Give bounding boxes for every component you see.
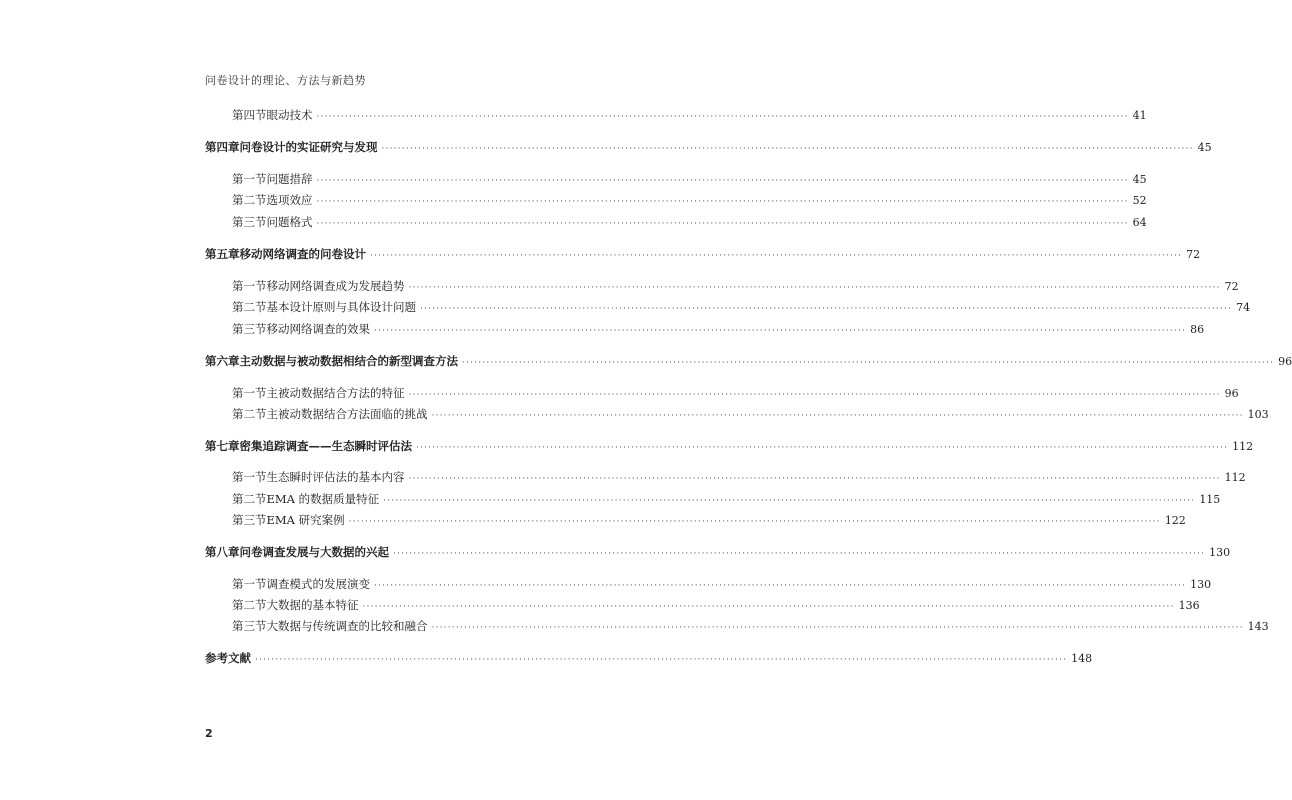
- dot-leader: ········································································································································································································: [408, 283, 1221, 293]
- entry-number: 第一节: [232, 577, 267, 591]
- page-number: 2: [205, 727, 213, 740]
- toc-section-entry: [232, 619, 1269, 635]
- toc-section-entry: [232, 279, 1239, 295]
- entry-title: 生态瞬时评估法的基本内容: [266, 470, 405, 484]
- entry-page-number: 74: [1236, 301, 1251, 314]
- toc-section-entry: [232, 598, 1200, 614]
- toc-section-entry: [232, 386, 1239, 402]
- toc-section-entry: [232, 172, 1147, 188]
- entry-title: 调查模式的发展演变: [266, 577, 370, 591]
- dot-leader: ········································································································································································································: [393, 549, 1206, 559]
- entry-page-number: 148: [1071, 652, 1093, 665]
- dot-leader: ········································································································································································································: [383, 496, 1196, 506]
- entry-page-number: 45: [1132, 173, 1147, 186]
- toc-chapter-entry: [205, 140, 1212, 156]
- entry-page-number: 64: [1132, 216, 1147, 229]
- dot-leader: ········································································································································································································: [374, 581, 1187, 591]
- entry-title: 问题格式: [266, 215, 313, 229]
- dot-leader: ········································································································································································································: [408, 390, 1221, 400]
- toc-chapter-entry: [205, 439, 1254, 455]
- entry-title: 选项效应: [266, 193, 313, 207]
- entry-title: 主被动数据结合方法的特征: [266, 386, 405, 400]
- entry-page-number: 122: [1164, 514, 1186, 527]
- entry-page-number: 115: [1199, 493, 1221, 506]
- dot-leader: ········································································································································································································: [420, 304, 1233, 314]
- dot-leader: ········································································································································································································: [370, 251, 1183, 261]
- dot-leader: ········································································································································································································: [316, 219, 1129, 229]
- entry-page-number: 136: [1178, 599, 1200, 612]
- entry-page-number: 130: [1209, 546, 1231, 559]
- dot-leader: ········································································································································································································: [374, 326, 1187, 336]
- entry-title: 参考文献: [205, 651, 251, 665]
- entry-number: 第一节: [232, 470, 267, 484]
- entry-number: 第五章: [205, 247, 240, 261]
- dot-leader: ········································································································································································································: [255, 655, 1068, 665]
- entry-number: 第二节: [232, 407, 267, 421]
- entry-title: 问卷设计的实证研究与发现: [239, 140, 378, 154]
- entry-number: 第四章: [205, 140, 240, 154]
- entry-title: 眼动技术: [266, 108, 313, 122]
- toc-section-entry: [232, 577, 1212, 593]
- dot-leader: ········································································································································································································: [408, 474, 1221, 484]
- toc-section-entry: [232, 215, 1147, 231]
- entry-title: 大数据的基本特征: [266, 598, 359, 612]
- entry-number: 第一节: [232, 279, 267, 293]
- dot-leader: ········································································································································································································: [381, 144, 1194, 154]
- entry-title: 基本设计原则与具体设计问题: [266, 300, 416, 314]
- toc-section-entry: [232, 300, 1251, 316]
- entry-title: 移动网络调查的效果: [266, 322, 370, 336]
- toc-section-entry: [232, 322, 1205, 338]
- toc-chapter-entry: [205, 247, 1201, 263]
- entry-title: 移动网络调查的问卷设计: [239, 247, 366, 261]
- entry-number: 第四节: [232, 108, 267, 122]
- dot-leader: ········································································································································································································: [462, 358, 1275, 368]
- entry-title: EMA 的数据质量特征: [266, 492, 380, 506]
- running-header: 问卷设计的理论、方法与新趋势: [205, 74, 366, 87]
- entry-title: 主被动数据结合方法面临的挑战: [266, 407, 428, 421]
- entry-page-number: 72: [1224, 280, 1239, 293]
- toc-section-entry: [232, 492, 1221, 508]
- entry-page-number: 86: [1190, 323, 1205, 336]
- entry-number: 第三节: [232, 513, 267, 527]
- dot-leader: ········································································································································································································: [316, 112, 1129, 122]
- entry-number: 第二节: [232, 300, 267, 314]
- entry-title: 主动数据与被动数据相结合的新型调查方法: [239, 354, 458, 368]
- entry-number: 第二节: [232, 193, 267, 207]
- entry-number: 第二节: [232, 492, 267, 506]
- entry-number: 第一节: [232, 172, 267, 186]
- entry-number: 第八章: [205, 545, 240, 559]
- toc-section-entry: [232, 407, 1269, 423]
- toc-section-entry: [232, 470, 1246, 486]
- toc-section-entry: [232, 108, 1147, 124]
- entry-page-number: 72: [1186, 248, 1201, 261]
- entry-title: 大数据与传统调查的比较和融合: [266, 619, 428, 633]
- entry-title: 问卷调查发展与大数据的兴起: [239, 545, 389, 559]
- dot-leader: ········································································································································································································: [431, 411, 1244, 421]
- entry-number: 第三节: [232, 322, 267, 336]
- entry-title: 密集追踪调查——生态瞬时评估法: [239, 439, 412, 453]
- entry-page-number: 52: [1132, 194, 1147, 207]
- entry-number: 第七章: [205, 439, 240, 453]
- dot-leader: ········································································································································································································: [316, 176, 1129, 186]
- toc-chapter-entry: [205, 545, 1231, 561]
- entry-number: 第三节: [232, 215, 267, 229]
- toc-references-entry: [205, 651, 1093, 667]
- dot-leader: ········································································································································································································: [416, 443, 1229, 453]
- entry-title: 移动网络调查成为发展趋势: [266, 279, 405, 293]
- entry-page-number: 103: [1247, 408, 1269, 421]
- entry-number: 第一节: [232, 386, 267, 400]
- dot-leader: ········································································································································································································: [316, 197, 1129, 207]
- toc-chapter-entry: [205, 354, 1292, 370]
- entry-number: 第六章: [205, 354, 240, 368]
- entry-page-number: 45: [1197, 141, 1212, 154]
- entry-number: 第三节: [232, 619, 267, 633]
- entry-title: 问题措辞: [266, 172, 313, 186]
- dot-leader: ········································································································································································································: [362, 602, 1175, 612]
- dot-leader: ········································································································································································································: [431, 623, 1244, 633]
- toc-section-entry: [232, 513, 1186, 529]
- entry-page-number: 130: [1190, 578, 1212, 591]
- entry-page-number: 143: [1247, 620, 1269, 633]
- entry-page-number: 41: [1132, 109, 1147, 122]
- entry-page-number: 112: [1224, 471, 1246, 484]
- entry-page-number: 96: [1224, 387, 1239, 400]
- toc-section-entry: [232, 193, 1147, 209]
- entry-page-number: 112: [1232, 440, 1254, 453]
- entry-number: 第二节: [232, 598, 267, 612]
- entry-page-number: 96: [1278, 355, 1292, 368]
- entry-title: EMA 研究案例: [266, 513, 345, 527]
- dot-leader: ········································································································································································································: [348, 517, 1161, 527]
